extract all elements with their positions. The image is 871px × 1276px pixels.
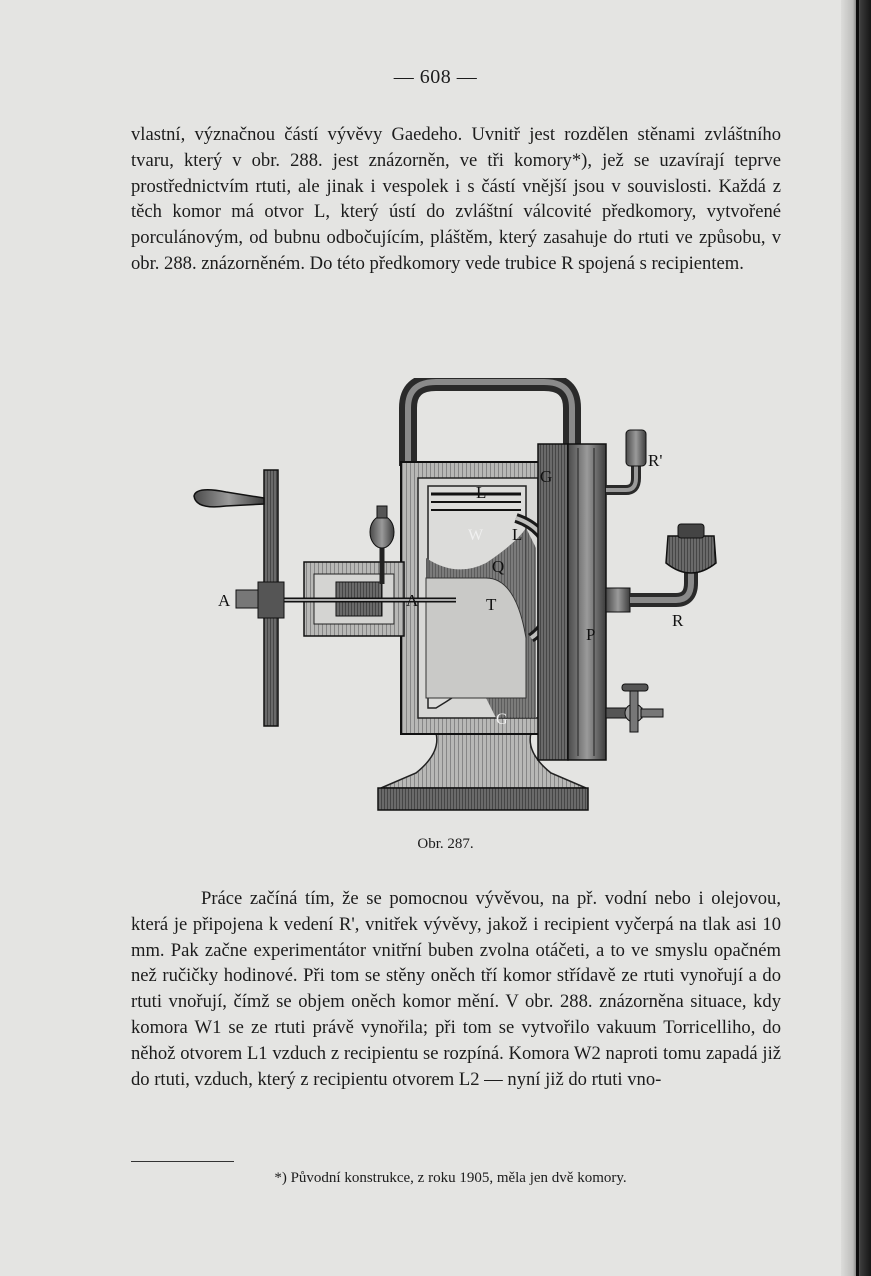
figure-caption: Obr. 287. (417, 836, 474, 852)
page-number: — 608 — (393, 66, 478, 88)
footnote: *) Původní konstrukce, z roku 1905, měla jen dvě komory. (274, 1170, 627, 1186)
label-l1: L (512, 525, 523, 544)
bottom-tap (606, 684, 663, 732)
pipe-r (606, 524, 716, 612)
label-a-left: A (218, 591, 231, 610)
paragraph-bottom: Práce začíná tím, že se pomocnou vývěvou, na př. vodní nebo i olejovou, která je připojena k vedení R', vnitřek vývěvy, jakož i recipient vyčerpá na tlak asi 10 mm. Pak začne experimentátor vnitřní buben zvolna otáčeti, a to ve smyslu opačném než ručičky hodinové. Při tom se stěny oněch tří komor střídavě ze rtuti vynořují a do rtuti vnořují, čímž se objem oněch komor mění. V obr. 288. znázorněna situace, kdy komora W1 se ze rtuti právě vynořila; při tom se vytvořilo vakuum Torricelliho, do něhož otvorem L1 vzduch z recipientu se rozpíná. Komora W2 naproti tomu zapadá již do rtuti, vzduch, který z recipientu otvorem L2 — nyní již do rtuti vno- (131, 888, 781, 1090)
label-a-inner: A (406, 591, 419, 610)
label-q: Q (492, 557, 505, 576)
label-p: P (586, 625, 596, 644)
label-r-prime: R' (648, 451, 663, 470)
label-g-top: G (540, 467, 553, 486)
pipe-r-prime (606, 430, 646, 490)
label-r: R (672, 611, 684, 630)
footnote-rule (131, 1161, 234, 1162)
figure-gaede-pump (186, 378, 726, 818)
page-edge (856, 0, 859, 1276)
label-l: L (476, 483, 487, 502)
paragraph-top: vlastní, význačnou částí vývěvy Gaedeho. Uvnitř jest rozdělen stěnami zvláštního tvaru, který v obr. 288. jest znázorněn, ve tři komory*), jež se uzavírají teprve prostřednictvím rtuti, ale jinak i vespolek i s částí vnější jsou v souvislosti. Každá z těch komor má otvor L, který ústí do zvláštní válcovité předkomory, vytvořené porculánovým, od bubnu odbočujícím, pláštěm, který zasahuje do rtuti ve způsobu, v obr. 288. znázorněném. Do této předkomory vede trubice R spojená s recipientem. (131, 124, 781, 274)
label-t: T (486, 595, 497, 614)
pump-illustration (186, 378, 726, 818)
hand-crank (194, 470, 284, 726)
label-w: W (468, 527, 484, 544)
label-g-bottom: G (496, 711, 508, 728)
pump-front-plate (538, 444, 606, 760)
